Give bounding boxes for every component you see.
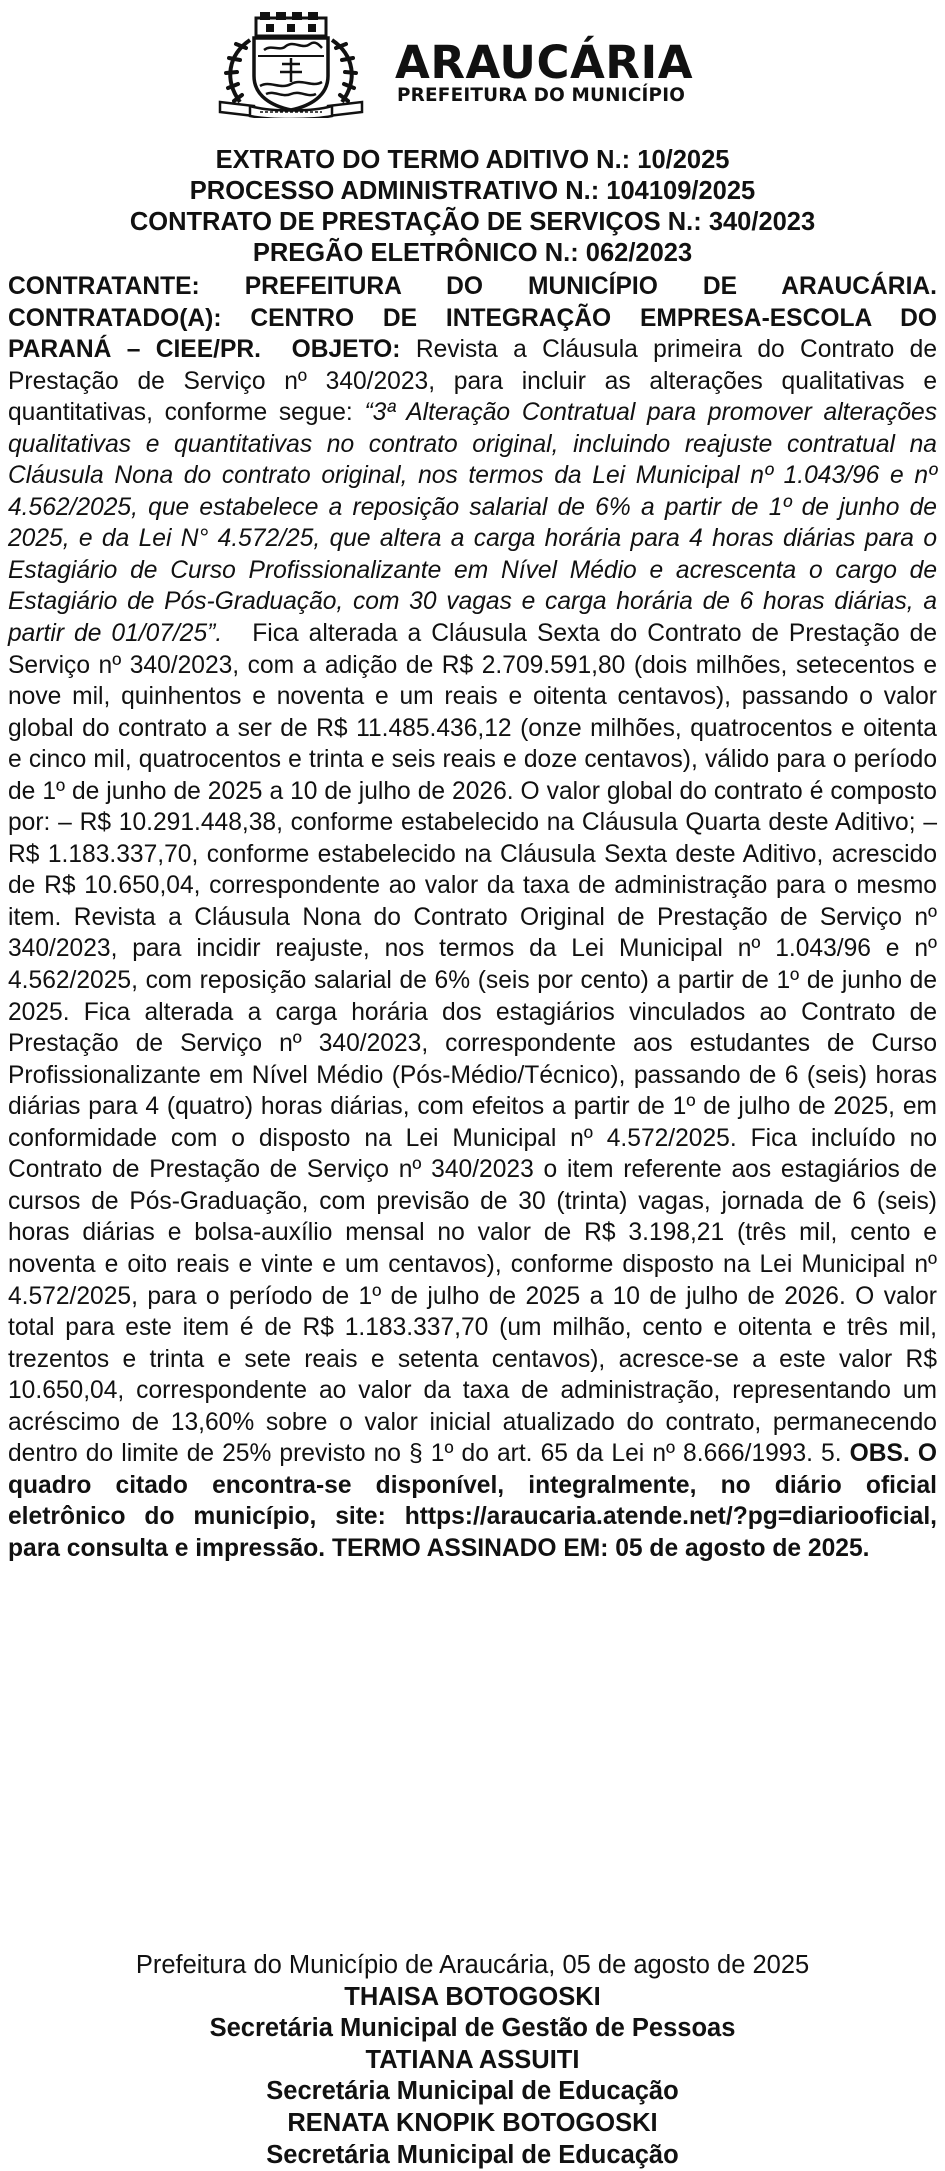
heading-termo-aditivo: EXTRATO DO TERMO ADITIVO N.: 10/2025 xyxy=(215,146,730,174)
brand-subtitle: PREFEITURA DO MUNICÍPIO xyxy=(397,85,686,106)
signatory-role: Secretária Municipal de Educação xyxy=(266,2077,679,2106)
municipal-coat-of-arms-icon xyxy=(210,10,372,118)
objeto-text: Revista a Cláusula primeira do Contrato de Prestação de Serviço nº 340/2023, para incluir as alterações qualitativas e quantitativas, conforme segue: xyxy=(8,336,938,427)
signatory-role: Secretária Municipal de Gestão de Pessoas xyxy=(209,2014,736,2043)
signature-block xyxy=(0,1950,945,2171)
main-text: Fica alterada a Cláusula Sexta do Contrato de Prestação de Serviço nº 340/2023, com a adição de R$ 2.709.591,80 (dois milhões, setecentos e nove mil, quinhentos e noventa e um reais e oitenta centavos), passando o valor global do contrato a ser de R$ 11.485.436,12 (onze milhões, quatrocentos e oitenta e cinco mil, quatrocentos e trinta e seis reais e doze centavos), válido para o período de 1º de junho de 2025 a 10 de julho de 2026. O valor global do contrato é composto por: – R$ 10.291.448,38, conforme estabelecido na Cláusula Quarta deste Aditivo; – R$ 1.183.337,70, conforme estabelecido na Cláusula Sexta deste Aditivo, acrescido de R$ 10.650,04, correspondente ao valor da taxa de administração para o mesmo item. Revista a Cláusula Nona do Contrato Original de Prestação de Serviço nº 340/2023, para incidir reajuste, nos termos da Lei Municipal nº 1.043/96 e nº 4.562/2025, com reposição salarial de 6% (seis por cento) a partir de 1º de junho de 2025. Fica alterada a carga horária dos estagiários vinculados ao Contrato de Prestação de Serviço nº 340/2023, correspondente aos estudantes de Curso Profissionalizante em Nível Médio (Pós-Médio/Técnico), passando de 6 (seis) horas diárias para 4 (quatro) horas diárias, com efeitos a partir de 1º de julho de 2025, em conformidade com o disposto na Lei Municipal nº 4.572/2025. Fica incluído no Contrato de Prestação de Serviço nº 340/2023 o item referente aos estagiários de cursos de Pós-Graduação, com previsão de 30 (trinta) vagas, jornada de 6 (seis) horas diárias e bolsa-auxílio mensal no valor de R$ 3.198,21 (três mil, cento e noventa e oito reais e vinte e um centavos), conforme disposto na Lei Municipal nº 4.572/2025, para o período de 1º de julho de 2025 a 10 de julho de 2026. O valor total para este item é de R$ 1.183.337,70 (um milhão, cento e oitenta e três mil, trezentos e trinta e sete reais e setenta centavos), acresce-se a este valor R$ 10.650,04, correspondente ao valor da taxa de administração, representando um acréscimo de 13,60% sobre o valor inicial atualizado do contrato, permanecendo dentro do limite de 25% previsto no § 1º do art. 65 da Lei nº 8.666/1993. 5. xyxy=(8,620,938,1468)
obs-text: OBS. O quadro citado encontra-se disponível, integralmente, no diário oficial eletrônico do município, site: https://araucaria.atende.net/?pg=diariooficial, para consulta e impressão. TERMO ASSINADO EM: 05 de agosto de 2025. xyxy=(8,1440,937,1562)
amendment-quote: “3ª Alteração Contratual para promover alterações qualitativas e quantitativas no contrato original, incluindo reajuste contratual na Cláusula Nona do contrato original, nos termos da Lei Municipal nº 1.043/96 e nº 4.562/2025, que estabelece a reposição salarial de 6% a partir de 1º de junho de 2025, e da Lei N° 4.572/25, que altera a carga horária para 4 horas diárias para o Estagiário de Curso Profissionalizante em Nível Médio e acrescenta o cargo de Estagiário de Pós-Graduação, com 30 vagas e carga horária de 6 horas diárias, a partir de 01/07/25”. xyxy=(8,399,937,648)
heading-processo: PROCESSO ADMINISTRATIVO N.: 104109/2025 xyxy=(189,177,756,205)
body-paragraph xyxy=(8,271,937,1564)
heading-pregao: PREGÃO ELETRÔNICO N.: 062/2023 xyxy=(252,239,693,267)
contracting-parties: CONTRATANTE: PREFEITURA DO MUNICÍPIO DE ARAUCÁRIA. CONTRATADO(A): CENTRO DE INTEGRAÇÃO EMPRESA-ESCOLA DO PARANÁ – CIEE/PR. xyxy=(8,273,937,364)
letterhead xyxy=(0,8,945,120)
place-date: Prefeitura do Município de Araucária, 05 de agosto de 2025 xyxy=(135,1951,810,1979)
document-headings xyxy=(0,145,945,269)
heading-contrato: CONTRATO DE PRESTAÇÃO DE SERVIÇOS N.: 340/2023 xyxy=(129,208,816,236)
signatory-name: THAISA BOTOGOSKI xyxy=(344,1982,601,2011)
document-body xyxy=(8,271,937,1564)
brand-title: ARAUCÁRIA xyxy=(395,36,694,89)
signatory-name: RENATA KNOPIK BOTOGOSKI xyxy=(287,2108,658,2137)
objeto-label: OBJETO: xyxy=(291,336,401,364)
signatory-name: TATIANA ASSUITI xyxy=(365,2045,580,2074)
signatory-role: Secretária Municipal de Educação xyxy=(266,2140,679,2169)
